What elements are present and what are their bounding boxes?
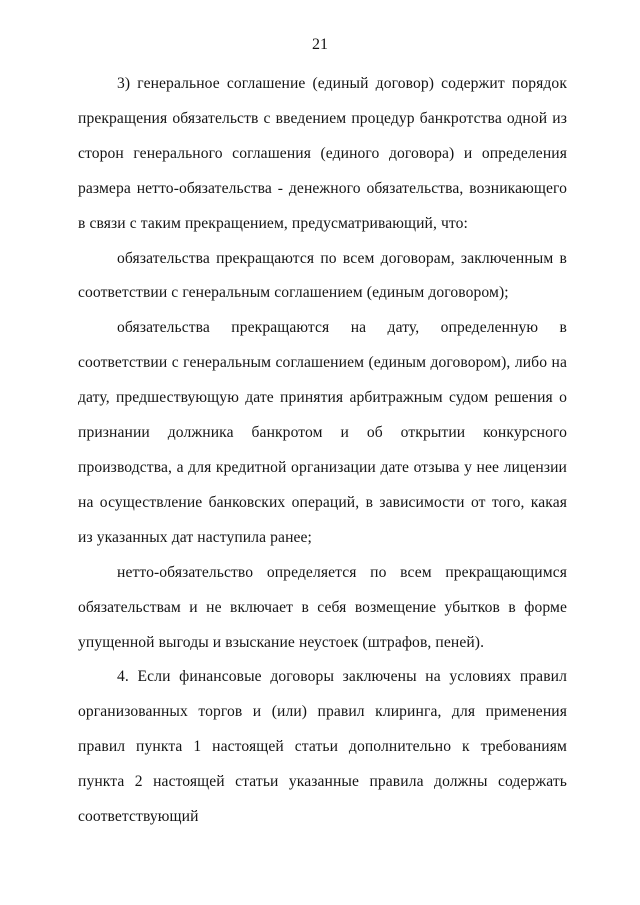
paragraph-net-obligation: нетто-обязательство определяется по всем прекращающимся обязательствам и не включает в себя возмещение убытков в форме упущенной выгоды и взыскание неустоек (штрафов, пеней). xyxy=(78,563,567,651)
paragraph-obligations-terminated-all: обязательства прекращаются по всем договорам, заключенным в соответствии с генеральным соглашением (единым договором); xyxy=(78,249,567,302)
paragraph-obligations-termination-date: обязательства прекращаются на дату, определенную в соответствии с генеральным соглашением (единым договором), либо на дату, предшествующую дате принятия арбитражным судом решения о признании должника банкротом и об открытии конкурсного производства, а для кредитной организации дате отзыва у нее лицензии на осуществление банковских операций, в зависимости от того, какая из указанных дат наступила ранее; xyxy=(78,319,567,546)
page-number: 21 xyxy=(312,36,328,53)
document-body xyxy=(78,67,567,835)
paragraph-general-agreement: 3) генеральное соглашение (единый договор) содержит порядок прекращения обязательств с введением процедур банкротства одной из сторон генерального соглашения (единого договора) и определения размера нетто-обязательства - денежного обязательства, возникающего в связи с таким прекращением, предусматривающий, что: xyxy=(78,75,567,232)
paragraph-financial-contracts: 4. Если финансовые договоры заключены на условиях правил организованных торгов и (или) правил клиринга, для применения правил пункта 1 настоящей статьи дополнительно к требованиям пункта 2 настоящей статьи указанные правила должны содержать соответствующий xyxy=(78,668,567,826)
